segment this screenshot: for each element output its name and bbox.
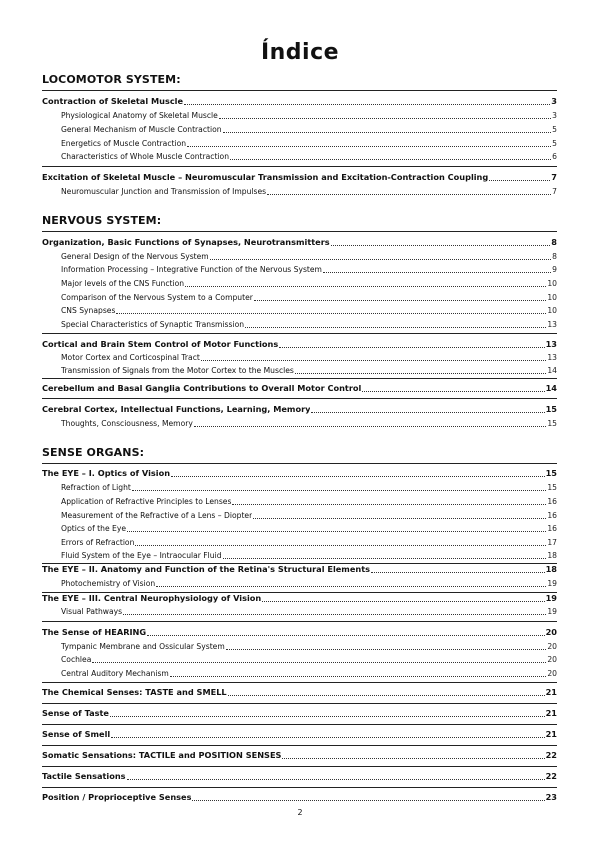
toc-entry-label: Special Characteristics of Synaptic Transmission — [61, 320, 245, 329]
page-number: 2 — [297, 808, 303, 817]
dot-leader — [135, 545, 546, 546]
dot-leader — [116, 313, 546, 314]
toc-entry-page: 13 — [545, 339, 557, 349]
toc-entry-label: The EYE – I. Optics of Vision — [42, 468, 171, 478]
toc-entry-page: 13 — [547, 320, 557, 329]
dot-leader — [194, 426, 546, 427]
toc-entry-label: Information Processing – Integrative Function of the Nervous System — [61, 265, 322, 274]
toc-entry-page: 3 — [551, 96, 557, 106]
dot-leader — [230, 159, 551, 160]
toc-entry-label: Transmission of Signals from the Motor Cortex to the Muscles — [61, 366, 294, 375]
toc-entry-page: 14 — [547, 366, 557, 375]
dot-leader — [156, 586, 546, 587]
toc-entry[interactable] — [42, 593, 557, 604]
toc-entry[interactable] — [42, 383, 557, 394]
dot-leader — [201, 360, 546, 361]
dot-leader — [184, 104, 550, 105]
toc-entry[interactable] — [42, 305, 557, 316]
toc-entry-label: Measurement of the Refractive of a Lens – Diopter — [61, 511, 253, 520]
toc-entry-page: 6 — [552, 152, 557, 161]
toc-entry-page: 20 — [545, 627, 557, 637]
toc-entry-page: 20 — [547, 655, 557, 664]
entry-divider — [42, 703, 557, 704]
dot-leader — [123, 614, 546, 615]
toc-entry[interactable] — [42, 792, 557, 803]
toc-entry[interactable] — [42, 292, 557, 303]
toc-entry-page: 19 — [545, 593, 557, 603]
toc-entry-label: Position / Proprioceptive Senses — [42, 792, 192, 802]
dot-leader — [147, 635, 544, 636]
dot-leader — [232, 504, 546, 505]
toc-entry-label: Contraction of Skeletal Muscle — [42, 96, 184, 106]
toc-entry-label: Photochemistry of Vision — [61, 579, 156, 588]
dot-leader — [267, 194, 551, 195]
dot-leader — [323, 272, 551, 273]
dot-leader — [489, 180, 550, 181]
toc-entry[interactable] — [42, 641, 557, 652]
entry-divider — [42, 787, 557, 788]
dot-leader — [371, 572, 545, 573]
toc-entry-page: 17 — [547, 538, 557, 547]
dot-leader — [262, 601, 544, 602]
toc-entry-page: 19 — [547, 607, 557, 616]
entry-divider — [42, 745, 557, 746]
dot-leader — [110, 716, 545, 717]
toc-entry-label: Energetics of Muscle Contraction — [61, 139, 187, 148]
entry-divider — [42, 378, 557, 379]
dot-leader — [311, 412, 544, 413]
toc-entry[interactable] — [42, 186, 557, 197]
toc-entry-label: The Sense of HEARING — [42, 627, 147, 637]
toc-entry-label: Excitation of Skeletal Muscle – Neuromuscular Transmission and Excitation-Contraction Coupling — [42, 172, 489, 182]
toc-entry-label: The EYE – II. Anatomy and Function of the Retina's Structural Elements — [42, 564, 371, 574]
entry-divider — [42, 398, 557, 399]
toc-entry-label: Fluid System of the Eye – Intraocular Fluid — [61, 551, 222, 560]
toc-entry-page: 19 — [547, 579, 557, 588]
toc-entry-page: 13 — [547, 353, 557, 362]
toc-entry-label: General Design of the Nervous System — [61, 252, 209, 261]
dot-leader — [282, 758, 544, 759]
section-heading-sense-organs: SENSE ORGANS: — [42, 446, 145, 459]
toc-entry-label: General Mechanism of Muscle Contraction — [61, 125, 222, 134]
section-divider — [42, 231, 557, 232]
toc-entry-page: 15 — [547, 419, 557, 428]
toc-entry[interactable] — [42, 668, 557, 679]
toc-entry[interactable] — [42, 564, 557, 575]
toc-entry-label: Organization, Basic Functions of Synapses, Neurotransmitters — [42, 237, 330, 247]
toc-entry[interactable] — [42, 468, 557, 479]
toc-entry[interactable] — [42, 606, 557, 617]
toc-entry-label: The Chemical Senses: TASTE and SMELL — [42, 687, 227, 697]
toc-entry[interactable] — [42, 418, 557, 429]
toc-entry-page: 22 — [545, 771, 557, 781]
toc-entry-label: Visual Pathways — [61, 607, 123, 616]
toc-entry-label: Application of Refractive Principles to Lenses — [61, 497, 232, 506]
toc-entry[interactable] — [42, 729, 557, 740]
toc-entry-page: 16 — [547, 524, 557, 533]
dot-leader — [127, 531, 546, 532]
toc-entry-page: 15 — [547, 483, 557, 492]
dot-leader — [226, 649, 547, 650]
toc-entry[interactable] — [42, 537, 557, 548]
dot-leader — [170, 676, 547, 677]
toc-entry[interactable] — [42, 151, 557, 162]
entry-divider — [42, 333, 557, 334]
entry-divider — [42, 724, 557, 725]
dot-leader — [245, 327, 546, 328]
toc-entry[interactable] — [42, 365, 557, 376]
toc-entry-page: 5 — [552, 125, 557, 134]
entry-divider — [42, 766, 557, 767]
toc-entry-label: Cochlea — [61, 655, 92, 664]
toc-entry-page: 15 — [545, 404, 557, 414]
toc-entry[interactable] — [42, 771, 557, 782]
dot-leader — [92, 662, 546, 663]
entry-divider — [42, 682, 557, 683]
toc-entry-label: Central Auditory Mechanism — [61, 669, 169, 678]
toc-entry[interactable] — [42, 110, 557, 121]
dot-leader — [185, 286, 546, 287]
toc-entry[interactable] — [42, 96, 557, 107]
toc-entry-label: Sense of Taste — [42, 708, 109, 718]
toc-entry-label: Errors of Refraction — [61, 538, 135, 547]
toc-entry-label: Sense of Smell — [42, 729, 111, 739]
dot-leader — [187, 146, 551, 147]
toc-entry-page: 10 — [547, 279, 557, 288]
toc-entry-label: Optics of the Eye — [61, 524, 127, 533]
section-heading-nervous: NERVOUS SYSTEM: — [42, 214, 162, 227]
toc-entry-label: Tactile Sensations — [42, 771, 126, 781]
toc-entry-page: 18 — [545, 564, 557, 574]
toc-entry-page: 20 — [547, 642, 557, 651]
toc-entry-label: The EYE – III. Central Neurophysiology of Vision — [42, 593, 262, 603]
toc-entry[interactable] — [42, 687, 557, 698]
dot-leader — [127, 779, 545, 780]
toc-entry-label: Physiological Anatomy of Skeletal Muscle — [61, 111, 218, 120]
toc-entry[interactable] — [42, 319, 557, 330]
toc-entry-page: 16 — [547, 497, 557, 506]
page-title: Índice — [260, 40, 340, 65]
dot-leader — [132, 490, 546, 491]
toc-entry-page: 14 — [545, 383, 557, 393]
dot-leader — [295, 373, 546, 374]
toc-entry-page: 21 — [545, 729, 557, 739]
dot-leader — [210, 259, 551, 260]
toc-entry-page: 8 — [551, 237, 557, 247]
toc-entry[interactable] — [42, 654, 557, 665]
dot-leader — [171, 476, 545, 477]
dot-leader — [223, 132, 552, 133]
dot-leader — [219, 118, 551, 119]
toc-entry-label: Cerebellum and Basal Ganglia Contributions to Overall Motor Control — [42, 383, 362, 393]
toc-entry[interactable] — [42, 237, 557, 248]
toc-entry[interactable] — [42, 510, 557, 521]
toc-entry[interactable] — [42, 708, 557, 719]
toc-entry-label: Major levels of the CNS Function — [61, 279, 185, 288]
dot-leader — [254, 300, 546, 301]
toc-entry[interactable] — [42, 496, 557, 507]
toc-entry-page: 21 — [545, 687, 557, 697]
toc-entry[interactable] — [42, 251, 557, 262]
toc-entry-page: 7 — [552, 187, 557, 196]
toc-entry[interactable] — [42, 627, 557, 638]
section-divider — [42, 90, 557, 91]
entry-divider — [42, 621, 557, 622]
dot-leader — [111, 737, 544, 738]
toc-entry-label: Refraction of Light — [61, 483, 131, 492]
toc-entry-page: 9 — [552, 265, 557, 274]
dot-leader — [192, 800, 544, 801]
toc-entry-label: Characteristics of Whole Muscle Contraction — [61, 152, 230, 161]
entry-divider — [42, 166, 557, 167]
toc-entry-label: Cortical and Brain Stem Control of Motor Functions — [42, 339, 279, 349]
toc-entry-page: 8 — [552, 252, 557, 261]
toc-entry[interactable] — [42, 578, 557, 589]
toc-entry[interactable] — [42, 523, 557, 534]
dot-leader — [331, 245, 551, 246]
toc-entry-label: Comparison of the Nervous System to a Computer — [61, 293, 253, 302]
toc-entry[interactable] — [42, 550, 557, 561]
toc-entry-label: Cerebral Cortex, Intellectual Functions, Learning, Memory — [42, 404, 311, 414]
dot-leader — [223, 558, 547, 559]
toc-entry-page: 10 — [547, 306, 557, 315]
toc-entry-page: 15 — [545, 468, 557, 478]
toc-entry[interactable] — [42, 750, 557, 761]
dot-leader — [362, 391, 544, 392]
toc-entry-page: 22 — [545, 750, 557, 760]
toc-entry-page: 21 — [545, 708, 557, 718]
toc-entry-page: 5 — [552, 139, 557, 148]
toc-entry[interactable] — [42, 278, 557, 289]
toc-entry-page: 18 — [547, 551, 557, 560]
toc-entry-label: Thoughts, Consciousness, Memory — [61, 419, 193, 428]
toc-entry[interactable] — [42, 172, 557, 183]
toc-entry[interactable] — [42, 482, 557, 493]
dot-leader — [279, 347, 544, 348]
toc-entry-label: Tympanic Membrane and Ossicular System — [61, 642, 225, 651]
toc-entry-page: 23 — [545, 792, 557, 802]
toc-entry[interactable] — [42, 124, 557, 135]
toc-entry-page: 3 — [552, 111, 557, 120]
toc-entry-label: Somatic Sensations: TACTILE and POSITION SENSES — [42, 750, 282, 760]
toc-entry-label: Motor Cortex and Corticospinal Tract — [61, 353, 200, 362]
toc-entry-page: 7 — [551, 172, 557, 182]
toc-entry[interactable] — [42, 138, 557, 149]
dot-leader — [228, 695, 545, 696]
toc-entry-label: CNS Synapses — [61, 306, 116, 315]
toc-entry-label: Neuromuscular Junction and Transmission of Impulses — [61, 187, 267, 196]
dot-leader — [253, 518, 546, 519]
section-heading-locomotor: LOCOMOTOR SYSTEM: — [42, 73, 181, 86]
toc-entry-page: 10 — [547, 293, 557, 302]
section-divider — [42, 463, 557, 464]
toc-entry[interactable] — [42, 404, 557, 415]
toc-entry-page: 20 — [547, 669, 557, 678]
toc-entry[interactable] — [42, 339, 557, 350]
toc-entry-page: 16 — [547, 511, 557, 520]
toc-entry[interactable] — [42, 264, 557, 275]
toc-entry[interactable] — [42, 352, 557, 363]
